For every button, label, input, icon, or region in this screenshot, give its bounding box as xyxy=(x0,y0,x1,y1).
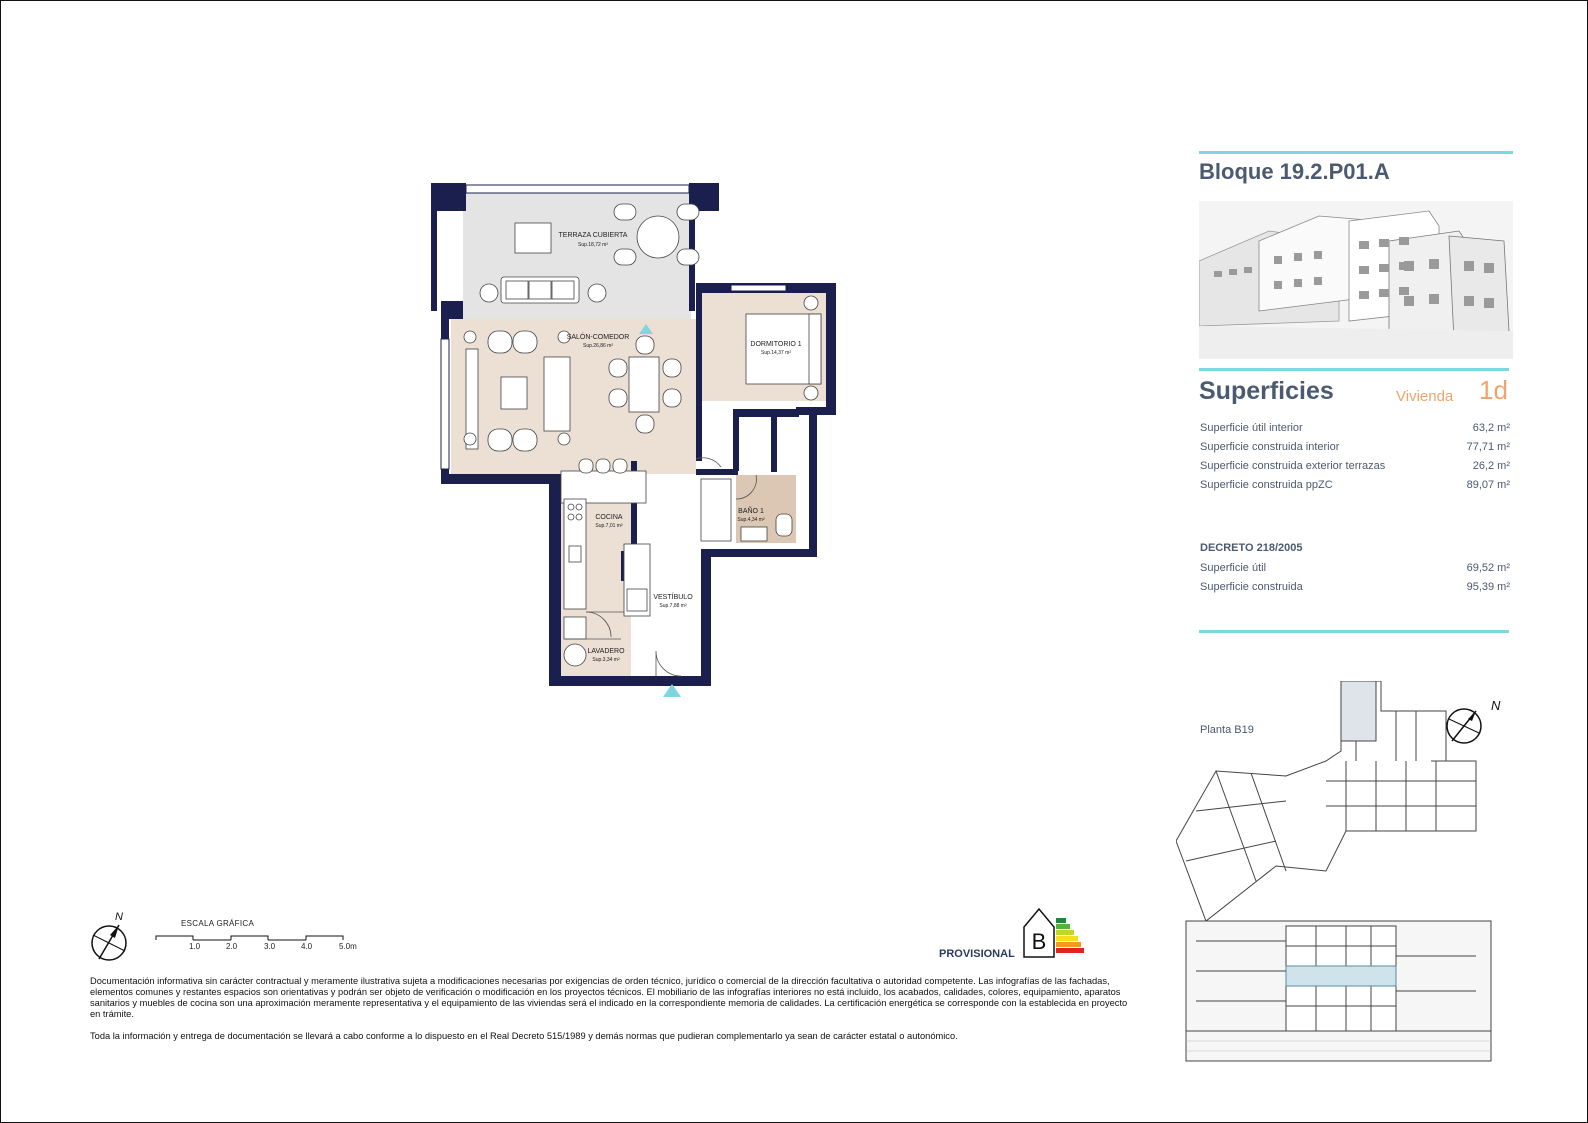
vivienda-code: 1d xyxy=(1479,375,1508,405)
terraza-area: Sup.18,72 m² xyxy=(577,242,609,248)
decreto-row xyxy=(1200,581,1510,593)
vivienda-label: Vivienda xyxy=(1396,388,1454,405)
bano-area: Sup.4,34 m² xyxy=(737,517,765,523)
energy-provisional-label: PROVISIONAL xyxy=(939,948,1015,960)
superficie-label: Superficie construida interior xyxy=(1200,441,1340,453)
scale-tick: 3.0 xyxy=(264,942,276,951)
decreto-label: Superficie útil xyxy=(1200,562,1267,574)
scale-bar xyxy=(151,916,366,956)
disclaimer-paragraph: Documentación informativa sin carácter contractual y meramente ilustrativa sujeta a modificaciones necesarias por exigencias de orden técnico, jurídico o comercial de la dirección facultativa o autoridad competente. Las infografías de las fachadas, elementos comunes y restantes espacios son orientativas y podrán ser objeto de verificación o modificación en los proyectos técnicos. El mobiliario de las infografías interiores no está incluido, los acabados, calidades, colores, equipamiento, aparatos sanitarios y muebles de cocina son una aproximación meramente representativa y el equipamiento de las viviendas será el indicado en la correspondiente memoria de calidades. La certificación energética se corresponde con la establecida en proyecto en trámite. xyxy=(90,976,1128,1019)
north-label: N xyxy=(115,911,123,923)
building-render xyxy=(1199,201,1513,359)
energy-rating-icon xyxy=(1023,907,1085,959)
top-rule xyxy=(1199,151,1513,154)
superficie-label: Superficie construida exterior terrazas xyxy=(1200,460,1386,472)
vestibulo-area: Sup.7,88 m² xyxy=(659,603,687,609)
lavadero-area: Sup.3,34 m² xyxy=(592,657,620,663)
salon-name: SALÓN-COMEDOR xyxy=(566,334,630,341)
keyplan-north-label: N xyxy=(1491,698,1501,713)
salon-area: Sup.26,86 m² xyxy=(582,343,614,349)
decreto-value: 95,39 m² xyxy=(1466,581,1510,593)
decreto-label: Superficie construida xyxy=(1200,581,1303,593)
superficie-value: 26,2 m² xyxy=(1472,460,1510,472)
superficie-row xyxy=(1200,441,1510,453)
scale-title: ESCALA GRÁFICA xyxy=(181,919,255,928)
cocina-name: COCINA xyxy=(595,514,623,521)
superficies-heading: Superficies xyxy=(1199,377,1334,405)
terraza-name: TERRAZA CUBIERTA xyxy=(558,232,628,239)
vestibulo-name: VESTÍBULO xyxy=(653,594,693,601)
lavadero-name: LAVADERO xyxy=(587,648,625,655)
cocina-area: Sup.7,01 m² xyxy=(595,523,623,529)
key-plan-drawing xyxy=(1176,681,1506,1071)
bano-name: BAÑO 1 xyxy=(738,508,764,515)
disclaimer-legal: Toda la información y entrega de documentación se llevará a cabo conforme a lo dispuesto en el Real Decreto 515/1989 y demás normas que pudieran complementarlo ya sean de carácter estatal o autonómico. xyxy=(90,1031,958,1041)
keyplan-north-icon xyxy=(1447,709,1481,743)
scale-tick: 4.0 xyxy=(301,942,313,951)
north-compass-icon xyxy=(89,911,139,961)
dormitorio-name: DORMITORIO 1 xyxy=(750,341,802,348)
superficie-row xyxy=(1200,422,1510,434)
block-title: Bloque 19.2.P01.A xyxy=(1199,159,1390,184)
dormitorio-area: Sup.14,37 m² xyxy=(760,350,792,356)
decreto-title: DECRETO 218/2005 xyxy=(1200,542,1303,554)
decreto-row xyxy=(1200,562,1510,574)
floor-plan xyxy=(431,179,851,704)
scale-tick: 2.0 xyxy=(226,942,238,951)
decreto-value: 69,52 m² xyxy=(1466,562,1510,574)
superficie-value: 77,71 m² xyxy=(1466,441,1510,453)
keyplan-label: Planta B19 xyxy=(1200,724,1254,736)
scale-tick: 5.0m xyxy=(339,942,357,951)
superficie-label: Superficie útil interior xyxy=(1200,422,1303,434)
bottom-rule xyxy=(1199,630,1509,633)
superficie-value: 89,07 m² xyxy=(1466,479,1510,491)
superficie-row xyxy=(1200,460,1510,472)
superficie-row xyxy=(1200,479,1510,491)
superficie-label: Superficie construida ppZC xyxy=(1200,479,1333,491)
scale-tick: 1.0 xyxy=(189,942,201,951)
energy-rating-letter: B xyxy=(1031,929,1047,954)
superficie-value: 63,2 m² xyxy=(1472,422,1510,434)
superficies-rule xyxy=(1199,368,1509,371)
